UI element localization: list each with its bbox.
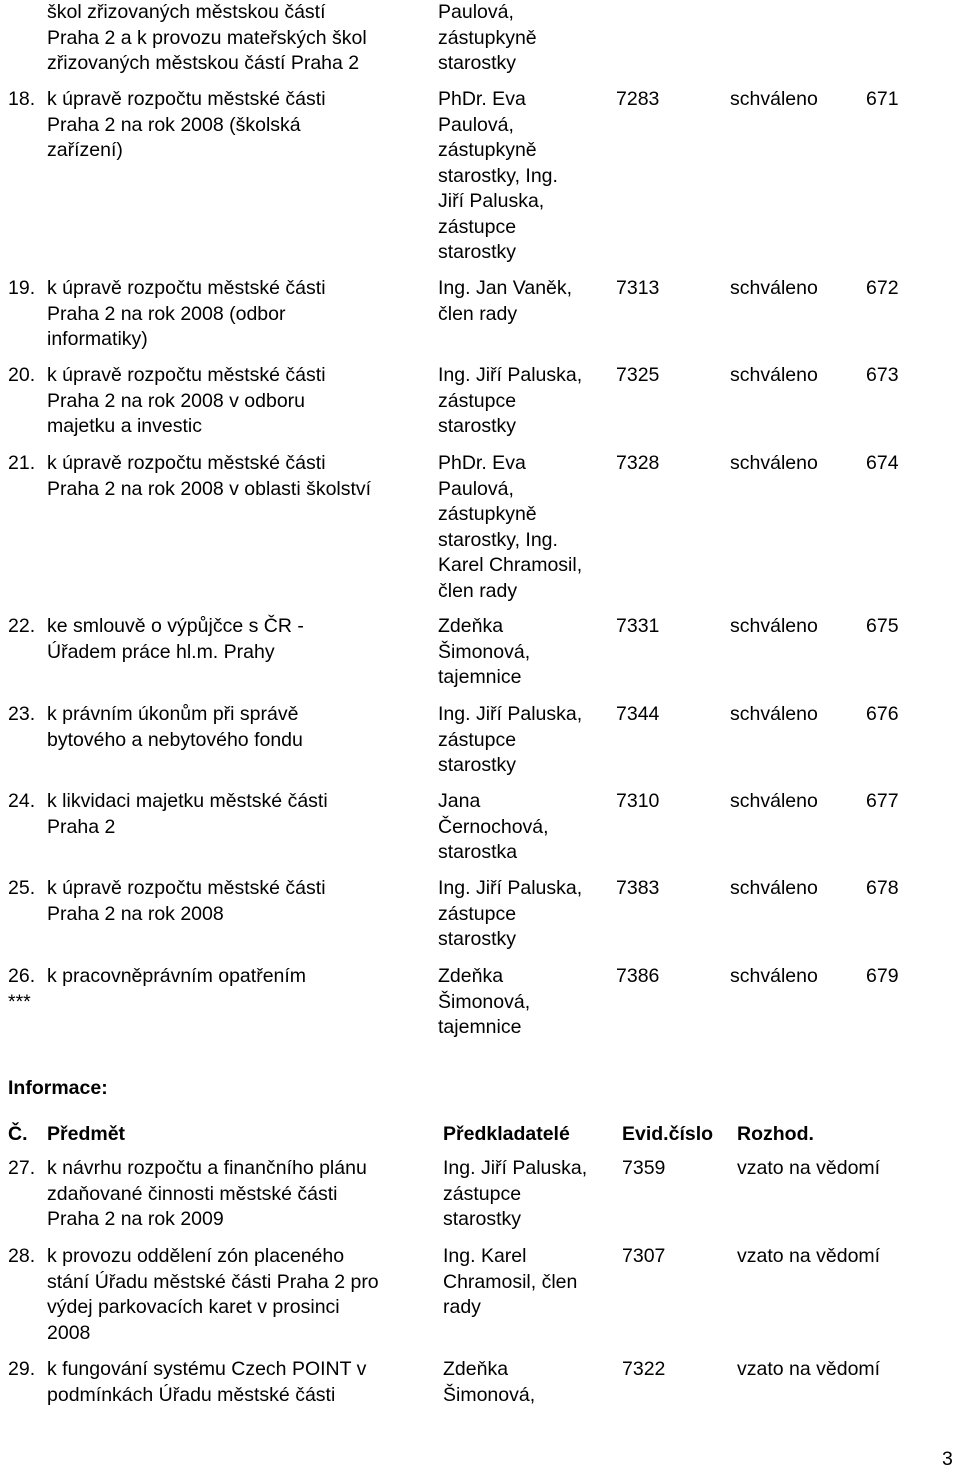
subject-line: k návrhu rozpočtu a finančního plánu <box>47 1157 367 1179</box>
submitter-line: Ing. Jiří Paluska, <box>443 1157 588 1179</box>
item-number <box>8 964 46 1015</box>
subject-line: k úpravě rozpočtu městské části <box>47 877 326 899</box>
subject-line: stání Úřadu městské části Praha 2 pro <box>47 1270 379 1293</box>
resolution-number: 674 <box>866 452 899 474</box>
subject-line: k pracovněprávním opatřením <box>47 965 307 987</box>
evid-number: 7328 <box>616 452 660 474</box>
item-number: 24. <box>8 790 36 812</box>
subject-line: majetku a investic <box>47 415 202 437</box>
resolution-number: 679 <box>866 965 899 987</box>
submitter-line: starostky, Ing. <box>438 164 558 187</box>
subject-line: výdej parkovacích karet v prosinci <box>47 1296 340 1318</box>
submitter-line: starostky <box>438 415 517 437</box>
subject-line: k provozu oddělení zón placeného <box>47 1245 345 1267</box>
item-number: 25. <box>8 877 36 899</box>
item-number: 27. <box>8 1157 36 1179</box>
evid-number: 7359 <box>622 1157 666 1179</box>
item-submitter <box>443 1357 623 1408</box>
subject-line: Praha 2 <box>47 815 116 838</box>
item-subject <box>47 451 432 502</box>
submitter-line: Ing. Jiří Paluska, <box>438 703 583 725</box>
submitter-line: Ing. Jiří Paluska, <box>438 877 583 899</box>
submitter-line: Šimonová, <box>443 1383 536 1406</box>
item-submitter <box>438 876 618 953</box>
subject-line: k fungování systému Czech POINT v <box>47 1358 367 1380</box>
subject-line: zdaňované činnosti městské části <box>47 1182 338 1205</box>
item-number: 20. <box>8 364 36 386</box>
subject-line: k úpravě rozpočtu městské části <box>47 364 326 386</box>
submitter-line: starostky <box>443 1208 522 1230</box>
item-submitter <box>438 363 618 440</box>
item-subject <box>47 363 432 440</box>
subject-line: Praha 2 na rok 2008 <box>47 902 224 925</box>
status: schváleno <box>730 615 818 637</box>
subject-line: Praha 2 na rok 2009 <box>47 1208 224 1230</box>
resolution-number: 678 <box>866 877 899 899</box>
item-subject <box>47 702 432 753</box>
status: vzato na vědomí <box>737 1245 881 1267</box>
evid-number: 7386 <box>616 965 660 987</box>
item-submitter <box>438 451 618 604</box>
submitter-line: Paulová, <box>438 113 514 136</box>
item-submitter <box>443 1244 623 1321</box>
submitter-line: Karel Chramosil, <box>438 554 583 576</box>
subject-line: k právním úkonům při správě <box>47 703 299 725</box>
item-subject <box>47 876 432 927</box>
status: vzato na vědomí <box>737 1157 881 1179</box>
header-number: Č. <box>8 1123 28 1145</box>
header-resolution: Rozhod. <box>737 1123 814 1145</box>
status: schváleno <box>730 703 818 725</box>
submitter-line: Šimonová, <box>438 640 531 663</box>
submitter-line: Ing. Jiří Paluska, <box>438 364 583 386</box>
submitter-line: PhDr. Eva <box>438 452 526 474</box>
continuation-subject <box>47 0 432 77</box>
evid-number: 7325 <box>616 364 660 386</box>
item-number: 22. <box>8 615 36 637</box>
item-subject <box>47 789 432 840</box>
submitter-line: Zdeňka <box>438 615 504 637</box>
submitter-line: tajemnice <box>438 1016 522 1038</box>
item-subject <box>47 1156 437 1233</box>
header-evid: Evid.číslo <box>622 1123 714 1145</box>
status: schváleno <box>730 790 818 812</box>
item-subject <box>47 87 432 164</box>
subject-line: Praha 2 a k provozu mateřských škol <box>47 26 367 49</box>
submitter-line: zástupkyně <box>438 503 537 525</box>
submitter-line: tajemnice <box>438 666 522 688</box>
submitter-line: zástupce <box>443 1182 522 1205</box>
submitter-line: zástupce <box>438 728 517 751</box>
item-number: 18. <box>8 88 36 110</box>
status: schváleno <box>730 364 818 386</box>
status: schváleno <box>730 452 818 474</box>
subject-line: Praha 2 na rok 2008 v oblasti školství <box>47 477 372 500</box>
item-number-text: 26. <box>8 965 36 987</box>
submitter-line: starostky <box>438 928 517 950</box>
resolution-number: 671 <box>866 88 899 110</box>
subject-line: škol zřizovaných městskou částí <box>47 1 326 23</box>
subject-line: k úpravě rozpočtu městské části <box>47 88 326 110</box>
evid-number: 7310 <box>616 790 660 812</box>
submitter-line: Chramosil, člen <box>443 1270 578 1293</box>
submitter-line: zástupce <box>438 389 517 412</box>
confidential-marker: *** <box>8 990 31 1013</box>
submitter-line: starostka <box>438 841 518 863</box>
submitter-line: Černochová, <box>438 815 549 838</box>
item-subject <box>47 276 432 353</box>
evid-number: 7383 <box>616 877 660 899</box>
status: schváleno <box>730 277 818 299</box>
submitter-line: starostky <box>438 754 517 776</box>
evid-number: 7313 <box>616 277 660 299</box>
submitter-line: starostky <box>438 241 517 263</box>
evid-number: 7344 <box>616 703 660 725</box>
submitter-line: Paulová, <box>438 477 514 500</box>
item-submitter <box>438 789 618 866</box>
submitter-line: zástupce <box>438 215 517 238</box>
subject-line: k likvidaci majetku městské části <box>47 790 328 812</box>
item-number: 29. <box>8 1358 36 1380</box>
page-number: 3 <box>942 1448 953 1470</box>
submitter-line: Paulová, <box>438 1 514 23</box>
submitter-line: Jana <box>438 790 481 812</box>
status: schváleno <box>730 877 818 899</box>
subject-line: informatiky) <box>47 328 148 350</box>
item-number: 23. <box>8 703 36 725</box>
subject-line: k úpravě rozpočtu městské části <box>47 452 326 474</box>
submitter-line: Jiří Paluska, <box>438 190 545 212</box>
subject-line: ke smlouvě o výpůjčce s ČR - <box>47 615 304 637</box>
item-number: 19. <box>8 277 36 299</box>
subject-line: bytového a nebytového fondu <box>47 728 303 751</box>
header-subject: Předmět <box>47 1123 126 1145</box>
submitter-line: Ing. Karel <box>443 1245 527 1267</box>
item-subject <box>47 1244 437 1346</box>
submitter-line: Zdeňka <box>438 965 504 987</box>
item-number: 21. <box>8 452 36 474</box>
status: schváleno <box>730 965 818 987</box>
submitter-line: starostky, Ing. <box>438 528 558 551</box>
info-heading: Informace: <box>8 1077 108 1099</box>
subject-line: Praha 2 na rok 2008 v odboru <box>47 389 306 412</box>
header-submitters: Předkladatelé <box>443 1123 570 1145</box>
item-subject <box>47 614 432 665</box>
submitter-line: zástupkyně <box>438 26 537 49</box>
submitter-line: Ing. Jan Vaněk, <box>438 277 573 299</box>
item-subject <box>47 1357 437 1408</box>
resolution-number: 673 <box>866 364 899 386</box>
subject-line: zařízení) <box>47 139 123 161</box>
resolution-number: 677 <box>866 790 899 812</box>
subject-line: zřizovaných městskou částí Praha 2 <box>47 52 360 74</box>
subject-line: podmínkách Úřadu městské části <box>47 1383 336 1406</box>
subject-line: Praha 2 na rok 2008 (odbor <box>47 302 286 325</box>
resolution-number: 675 <box>866 615 899 637</box>
item-submitter <box>438 614 618 691</box>
item-subject <box>47 964 432 990</box>
item-submitter <box>438 964 618 1041</box>
submitter-line: starostky <box>438 52 517 74</box>
subject-line: Úřadem práce hl.m. Prahy <box>47 640 275 663</box>
submitter-line: Šimonová, <box>438 990 531 1013</box>
submitter-line: Zdeňka <box>443 1358 509 1380</box>
item-submitter <box>438 702 618 779</box>
evid-number: 7283 <box>616 88 660 110</box>
submitter-line: zástupkyně <box>438 139 537 161</box>
item-submitter <box>438 87 618 266</box>
subject-line: k úpravě rozpočtu městské části <box>47 277 326 299</box>
evid-number: 7322 <box>622 1358 666 1380</box>
submitter-line: zástupce <box>438 902 517 925</box>
resolution-number: 672 <box>866 277 899 299</box>
item-number: 28. <box>8 1245 36 1267</box>
subject-line: 2008 <box>47 1321 91 1344</box>
submitter-line: člen rady <box>438 579 518 602</box>
resolution-number: 676 <box>866 703 899 725</box>
status: vzato na vědomí <box>737 1358 881 1380</box>
item-submitter <box>443 1156 623 1233</box>
continuation-submitter <box>438 0 618 77</box>
submitter-line: PhDr. Eva <box>438 88 526 110</box>
subject-line: Praha 2 na rok 2008 (školská <box>47 113 301 136</box>
evid-number: 7307 <box>622 1245 666 1267</box>
evid-number: 7331 <box>616 615 660 637</box>
status: schváleno <box>730 88 818 110</box>
item-submitter <box>438 276 618 327</box>
submitter-line: rady <box>443 1296 481 1318</box>
submitter-line: člen rady <box>438 302 518 325</box>
